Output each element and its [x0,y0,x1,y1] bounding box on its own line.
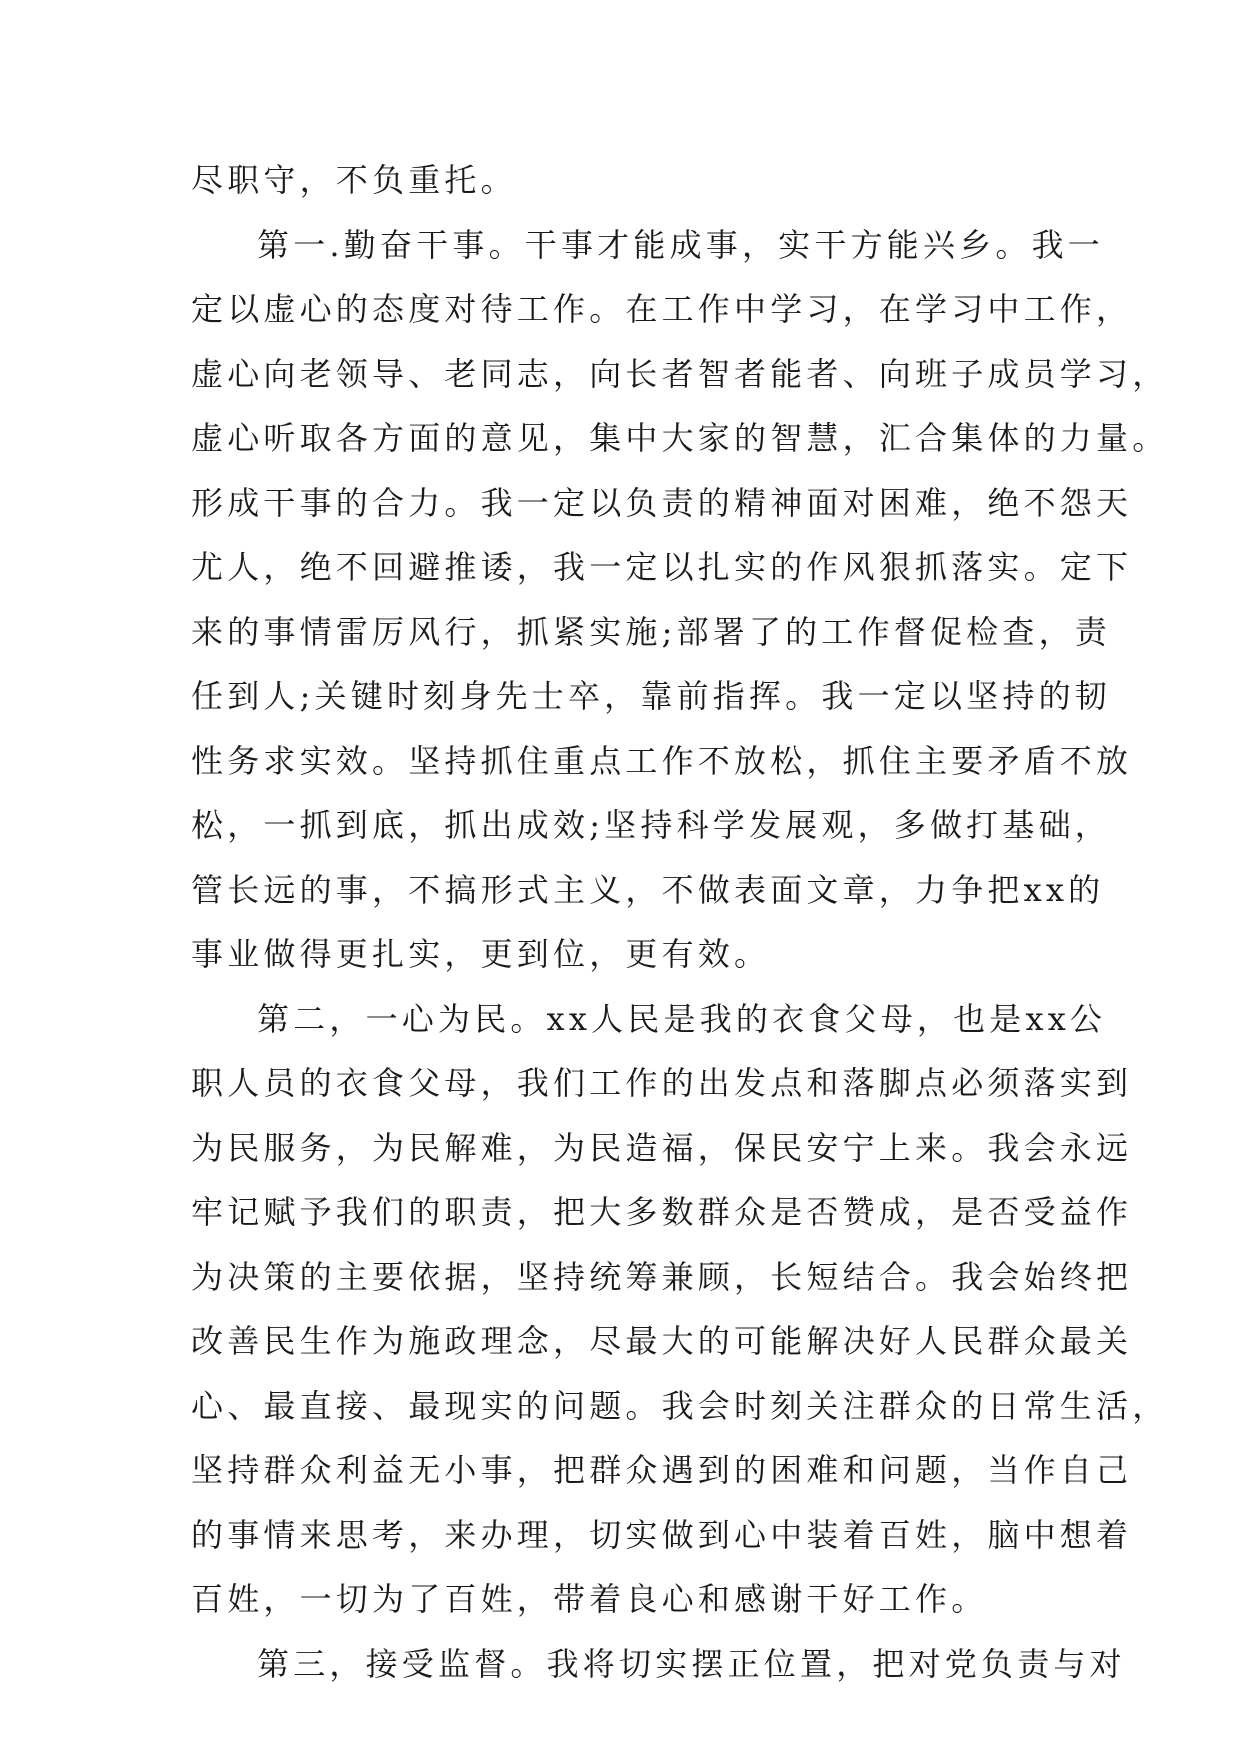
text-line: 形成干事的合力。我一定以负责的精神面对困难，绝不怨天 [191,483,1133,522]
text-line: 性务求实效。坚持抓住重点工作不放松，抓住主要矛盾不放 [191,741,1133,780]
text-line: 来的事情雷厉风行，抓紧实施;部署了的工作督促检查，责 [191,612,1111,651]
text-line: 心、最直接、最现实的问题。我会时刻关注群众的日常生活， [191,1386,1169,1425]
paragraph-first-line: 第三，接受监督。我将切实摆正位置，把对党负责与对 [257,1644,1126,1683]
text-line: 松，一抓到底，抓出成效;坚持科学发展观，多做打基础， [191,806,1111,844]
text-line: 尤人，绝不回避推诿，我一定以扎实的作风狠抓落实。定下 [191,548,1133,586]
document-body [191,148,1169,1696]
text-line: 任到人;关键时刻身先士卒，靠前指挥。我一定以坚持的韧 [191,677,1111,715]
text-line: 事业做得更扎实，更到位，更有效。 [191,935,771,973]
text-line: 虚心听取各方面的意见，集中大家的智慧，汇合集体的力量。 [191,419,1169,457]
text-line: 牢记赋予我们的职责，把大多数群众是否赞成，是否受益作 [191,1193,1133,1231]
paragraph-first-line: 第二，一心为民。xx人民是我的衣食父母，也是xx公 [257,999,1107,1038]
text-line: 定以虚心的态度对待工作。在工作中学习，在学习中工作， [191,290,1133,328]
text-line: 管长远的事，不搞形式主义，不做表面文章，力争把xx的 [191,870,1105,909]
text-line: 的事情来思考，来办理，切实做到心中装着百姓，脑中想着 [191,1515,1133,1554]
text-line: 坚持群众利益无小事，把群众遇到的困难和问题，当作自己 [191,1451,1133,1489]
text-line: 百姓，一切为了百姓，带着良心和感谢干好工作。 [191,1580,988,1618]
paragraph-first-line: 第一.勤奋干事。干事才能成事，实干方能兴乡。我一 [257,225,1104,264]
text-line: 为民服务，为民解难，为民造福，保民安宁上来。我会永远 [191,1128,1133,1167]
text-line: 尽职守，不负重托。 [191,161,517,199]
text-line: 虚心向老领导、老同志，向长者智者能者、向班子成员学习， [191,354,1169,393]
text-line: 职人员的衣食父母，我们工作的出发点和落脚点必须落实到 [191,1064,1133,1102]
text-line: 为决策的主要依据，坚持统筹兼顾，长短结合。我会始终把 [191,1257,1133,1296]
text-line: 改善民生作为施政理念，尽最大的可能解决好人民群众最关 [191,1322,1133,1360]
